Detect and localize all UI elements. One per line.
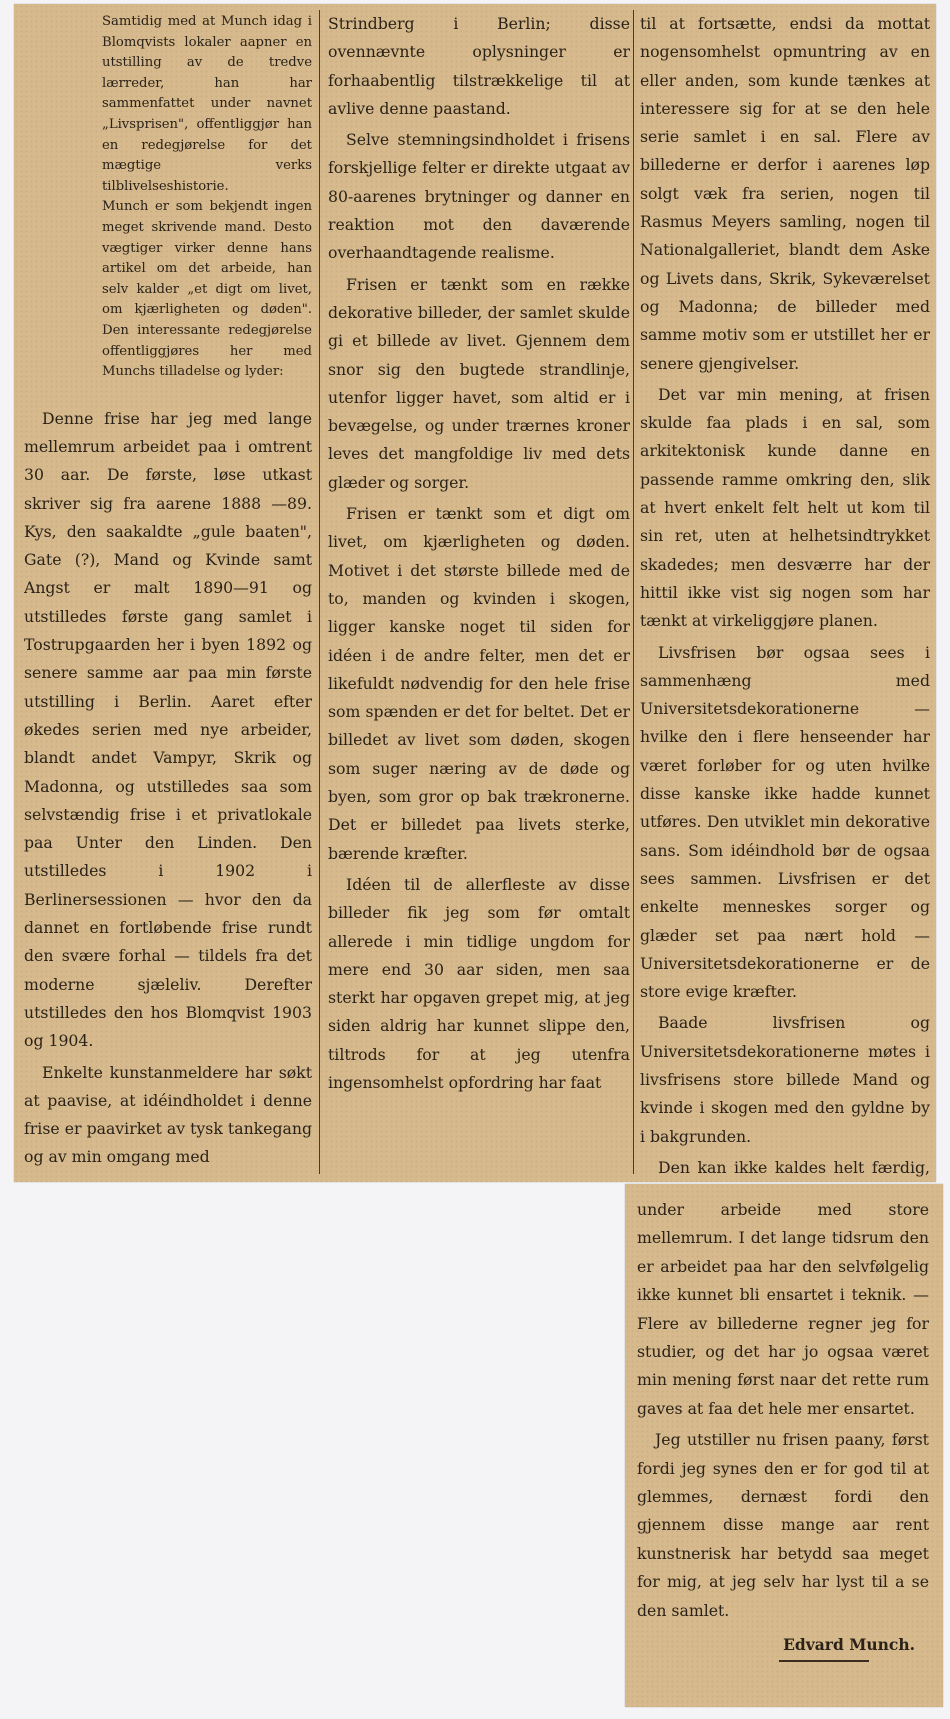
- body-paragraph: Strindberg i Berlin; disse ovennævnte oplysninger er forhaabentlig tilstrækkelige til at avlive denne paastand.: [328, 14, 630, 118]
- intro-paragraph: Samtidig med at Munch idag i Blomqvists lokaler aapner en utstilling av de tredve lærreder, han har sammenfattet under navnet „Livsprisen", offentliggjør han en redegjørelse for det mægtige verks tilblivelseshistorie.: [102, 14, 312, 194]
- newspaper-clipping-main: [14, 4, 936, 1182]
- continuation-column: [637, 1196, 929, 1662]
- column-rule: [633, 10, 634, 1174]
- article-column-3: [640, 10, 930, 1213]
- body-paragraph: under arbeide med store mellemrum. I det lange tidsrum den er arbeidet paa har den selvfølgelig ikke kunnet bli ensartet i teknik. — Flere av billederne regner jeg for studier, og det har jo ogsaa været min mening først naar det rette rum gaves at faa det hele mer ensartet.: [637, 1200, 929, 1418]
- signature-rule: [779, 1660, 869, 1662]
- column-rule: [319, 10, 320, 1174]
- newspaper-clipping-continuation: [625, 1184, 943, 1707]
- author-signature: Edvard Munch.: [783, 1635, 915, 1655]
- body-paragraph: Idéen til de allerfleste av disse billeder fik jeg som før omtalt allerede i min tidlige ungdom for mere end 30 aar siden, men saa sterkt har opgaven grepet mig, at jeg siden aldrig har kunnet slippe den, tiltrods for at jeg utenfra ingensomhelst opfordring har faat: [328, 874, 630, 1092]
- article-column-2: [328, 10, 630, 1100]
- body-paragraph: Enkelte kunstanmeldere har søkt at paavise, at idéindholdet i denne frise er paavirket av tysk tankegang og av min omgang med: [24, 1062, 312, 1167]
- body-paragraph: Frisen er tænkt som et digt om livet, om kjærligheten og døden. Motivet i det største billede med de to, manden og kvinden i skogen, ligger kanske noget til siden for idéen i de andre felter, men det er likefuldt nødvendig for den hele frise som spænden er det for beltet. Det er billedet av livet som døden, skogen som suger næring av de døde og byen, som gror op bak trækronerne. Det er billedet paa livets sterke, bærende kræfter.: [328, 504, 630, 863]
- body-paragraph: Det var min mening, at frisen skulde faa plads i en sal, som arkitektonisk kunde danne en passende ramme omkring den, slik at hvert enkelt felt helt ut kom til sin ret, uten at helhetsindtrykket skadedes; men desværre har der hittil ikke vist sig nogen som har tænkt at virkeliggjøre planen.: [640, 384, 930, 631]
- body-paragraph: Selve stemningsindholdet i frisens forskjellige felter er direkte utgaat av 80-aarenes brytninger og danner en reaktion mot den daværende overhaandtagende realisme.: [328, 130, 630, 263]
- body-paragraph: Denne frise har jeg med lange mellemrum arbeidet paa i omtrent 30 aar. De første, løse utkast skriver sig fra aarene 1888 —89. Kys, den saakaldte „gule baaten", Gate (?), Mand og Kvinde samt Angst er malt 1890—91 og utstilledes første gang samlet i Tostrupgaarden her i byen 1892 og senere samme aar paa min første utstilling i Berlin. Aaret efter økedes serien med nye arbeider, blandt andet Vampyr, Skrik og Madonna, og utstilledes saa som selvstændig frise i et privatlokale paa Unter den Linden. Den utstilledes i 1902 i Berlinersessionen — hvor den da dannet en fortløbende frise rundt den svære forhal — tildels fra det moderne sjæleliv. Derefter utstilledes den hos Blomqvist 1903 og 1904.: [24, 408, 312, 1051]
- body-paragraph: Livsfrisen bør ogsaa sees i sammenhæng med Universitetsdekorationerne — hvilke den i flere henseender har været forløber for og uten hvilke disse kanske ikke hadde kunnet utføres. Den utviklet min dekorative sans. Som idéindhold bør de ogsaa sees sammen. Livsfrisen er det enkelte menneskes sorger og glæder set paa nært hold — Universitetsdekorationerne er de store evige kræfter.: [640, 642, 930, 1002]
- intro-paragraph: Munch er som bekjendt ingen meget skrivende mand. Desto vægtiger virker denne hans artikel om det arbeide, han selv kalder „et digt om livet, om kjærligheten og døden". Den interessante redegjørelse offentliggjøres her med Munchs tilladelse og lyder:: [102, 199, 312, 380]
- body-paragraph: til at fortsætte, endsi da mottat nogensomhelst opmuntring av en eller anden, som kunde tænkes at interessere sig for at se den hele serie samlet i en sal. Flere av billederne er derfor i aarenes løp solgt væk fra serien, nogen til Rasmus Meyers samling, nogen til Nationalgalleriet, blandt dem Aske og Livets dans, Skrik, Sykeværelset og Madonna; de billeder med samme motiv som er utstillet her er senere gjengivelser.: [640, 14, 930, 373]
- article-column-1: [24, 12, 312, 1175]
- body-paragraph: Den kan ikke kaldes helt færdig,: [658, 1157, 930, 1177]
- body-paragraph: Jeg utstiller nu frisen paany, først fordi jeg synes den er for god til at glemmes, dernæst fordi den gjennem disse mange aar rent kunstnerisk har betydd saa meget for mig, at jeg selv har lyst til a se den samlet.: [637, 1430, 929, 1620]
- body-paragraph: Baade livsfrisen og Universitetsdekorationerne møtes i livsfrisens store billede Mand og kvinde i skogen med den gyldne by i bakgrunden.: [640, 1013, 930, 1146]
- body-paragraph: Frisen er tænkt som en række dekorative billeder, der samlet skulde gi et billede av livet. Gjennem dem snor sig den bugtede strandlinje, utenfor ligger havet, som altid er i bevægelse, og under trærnes kroner leves det mangfoldige liv med dets glæder og sorger.: [328, 274, 630, 492]
